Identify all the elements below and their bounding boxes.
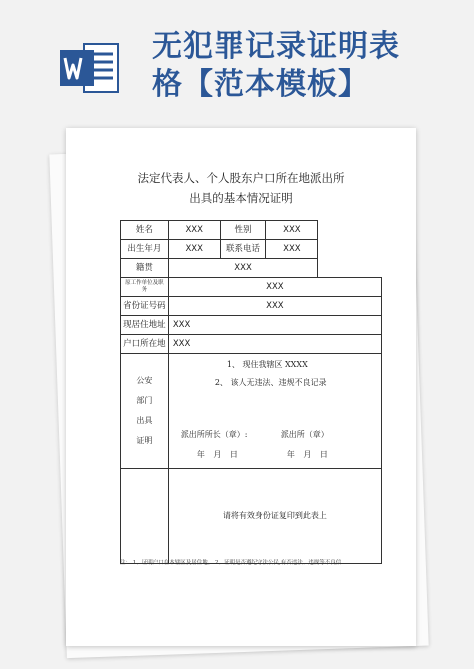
hukou-label: 户口所在地 — [121, 335, 169, 354]
police-proof-label — [121, 354, 169, 469]
certificate-form — [120, 220, 382, 564]
date-station: 年 月 日 — [286, 450, 328, 459]
origin-label: 籍贯 — [121, 259, 169, 278]
police-label-3: 出具 — [136, 416, 153, 425]
gender-value: XXX — [266, 221, 318, 240]
document-page — [66, 128, 416, 646]
work-label: 原工作单位及职务 — [121, 278, 169, 297]
birth-value: XXX — [168, 240, 220, 259]
title-line-1: 无犯罪记录证明表 — [152, 29, 400, 64]
id-copy-side — [121, 469, 169, 564]
document-title-line-2: 出具的基本情况证明 — [189, 191, 293, 205]
phone-label: 联系电话 — [220, 240, 266, 259]
id-copy-area: 请将有效身份证复印到此表上 — [168, 469, 381, 564]
phone-value: XXX — [266, 240, 318, 259]
residence-label: 现居住地址 — [121, 316, 169, 335]
work-value: XXX — [168, 278, 381, 297]
photo-area — [318, 221, 382, 278]
police-line-1: 1、 现住我辖区 XXXX — [226, 360, 308, 369]
police-label-2: 部门 — [136, 396, 153, 405]
name-label: 姓名 — [121, 221, 169, 240]
origin-value: XXX — [168, 259, 317, 278]
footnote: 注： 1、证明户口在本辖区及居住地。 2、证明是否遵纪守法公民,有否违法、违规等不良信 — [120, 560, 342, 566]
word-icon — [58, 38, 122, 98]
gender-label: 性别 — [220, 221, 266, 240]
police-label-4: 证明 — [136, 436, 153, 445]
hukou-value: XXX — [168, 335, 381, 354]
birth-label: 出生年月 — [121, 240, 169, 259]
document-title-line-1: 法定代表人、个人股东户口所在地派出所 — [137, 171, 345, 185]
title-line-2: 格【范本模板】 — [152, 67, 369, 102]
police-proof-content — [168, 354, 381, 469]
police-label-1: 公安 — [136, 376, 153, 385]
station-stamp: 派出所（章） — [280, 430, 329, 439]
residence-value: XXX — [168, 316, 381, 335]
police-line-2: 2、 该人无违法、违规不良记录 — [214, 378, 327, 387]
name-value: XXX — [168, 221, 220, 240]
page-title — [152, 28, 462, 104]
id-value: XXX — [168, 297, 381, 316]
date-director: 年 月 日 — [196, 450, 238, 459]
header-banner — [0, 0, 474, 120]
director-signature: 派出所所长（章）: — [180, 430, 248, 439]
id-label: 省份证号码 — [121, 297, 169, 316]
